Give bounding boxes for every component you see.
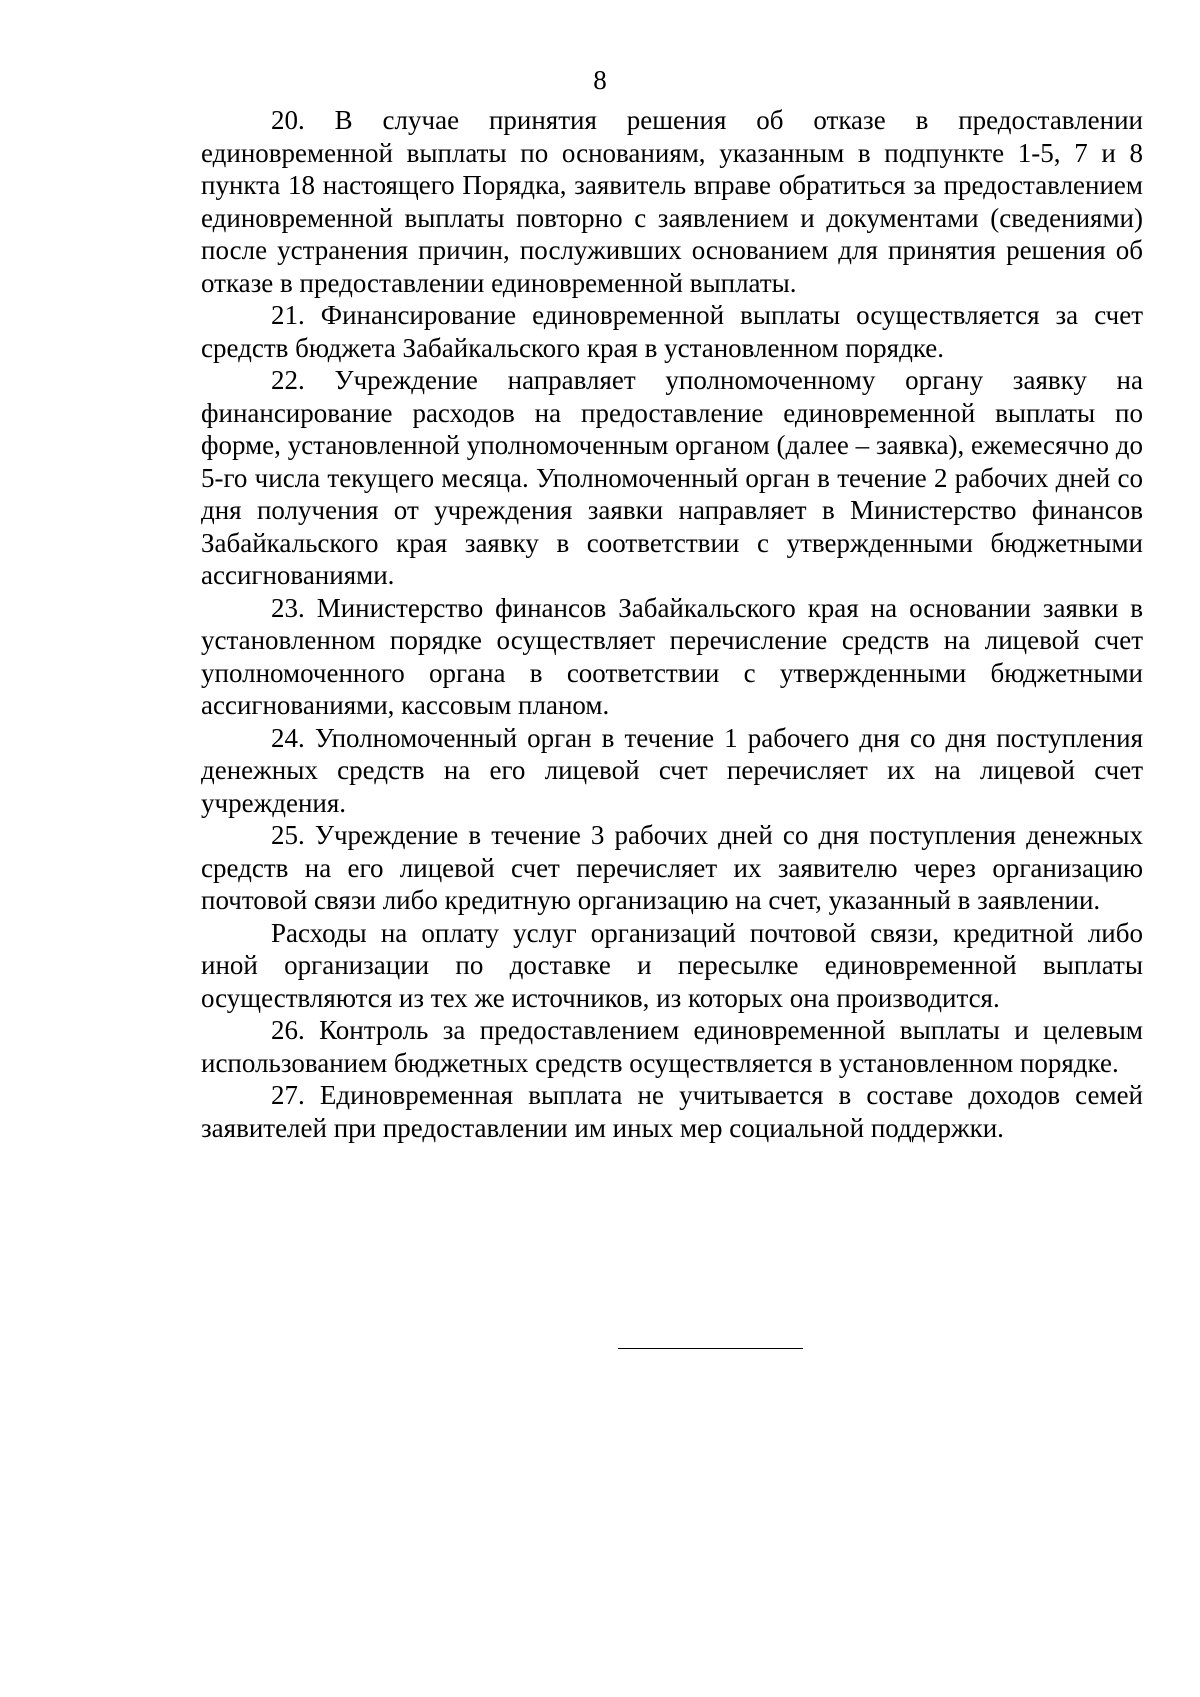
paragraph-25-expenses: Расходы на оплату услуг организаций почтовой связи, кредитной либо иной организации по доставке и пересылке единовременной выплаты осуществляются из тех же источников, из которых она производится. [201,917,1143,1013]
document-body [201,104,1143,1144]
paragraph-26: 26. Контроль за предоставлением единовременной выплаты и целевым использованием бюджетных средств осуществляется в установленном порядке. [201,1015,1143,1078]
paragraph-21: 21. Финансирование единовременной выплаты осуществляется за счет средств бюджета Забайкальского края в установленном порядке. [201,300,1143,363]
paragraph-20: 20. В случае принятия решения об отказе в предоставлении единовременной выплаты по основаниям, указанным в подпункте 1-5, 7 и 8 пункта 18 настоящего Порядка, заявитель вправе обратиться за предоставлением единовременной выплаты повторно с заявлением и документами (сведениями) после устранения причин, послуживших основанием для принятия решения об отказе в предоставлении единовременной выплаты. [201,105,1143,298]
paragraph-25: 25. Учреждение в течение 3 рабочих дней со дня поступления денежных средств на его лицевой счет перечисляет их заявителю через организацию почтовой связи либо кредитную организацию на счет, указанный в заявлении. [201,820,1143,915]
paragraph-22: 22. Учреждение направляет уполномоченному органу заявку на финансирование расходов на предоставление единовременной выплаты по форме, установленной уполномоченным органом (далее – заявка), ежемесячно до 5-го числа текущего месяца. Уполномоченный орган в течение 2 рабочих дней со дня получения от учреждения заявки направляет в Министерство финансов Забайкальского края заявку в соответствии с утвержденными бюджетными ассигнованиями. [201,365,1143,590]
end-separator-line [618,1348,803,1349]
paragraph-27: 27. Единовременная выплата не учитывается в составе доходов семей заявителей при предоставлении им иных мер социальной поддержки. [201,1080,1143,1143]
paragraph-24: 24. Уполномоченный орган в течение 1 рабочего дня со дня поступления денежных средств на его лицевой счет перечисляет их на лицевой счет учреждения. [201,722,1143,818]
paragraph-23: 23. Министерство финансов Забайкальского края на основании заявки в установленном порядке осуществляет перечисление средств на лицевой счет уполномоченного органа в соответствии с утвержденными бюджетными ассигнованиями, кассовым планом. [201,592,1143,720]
page-number: 8 [593,65,607,95]
